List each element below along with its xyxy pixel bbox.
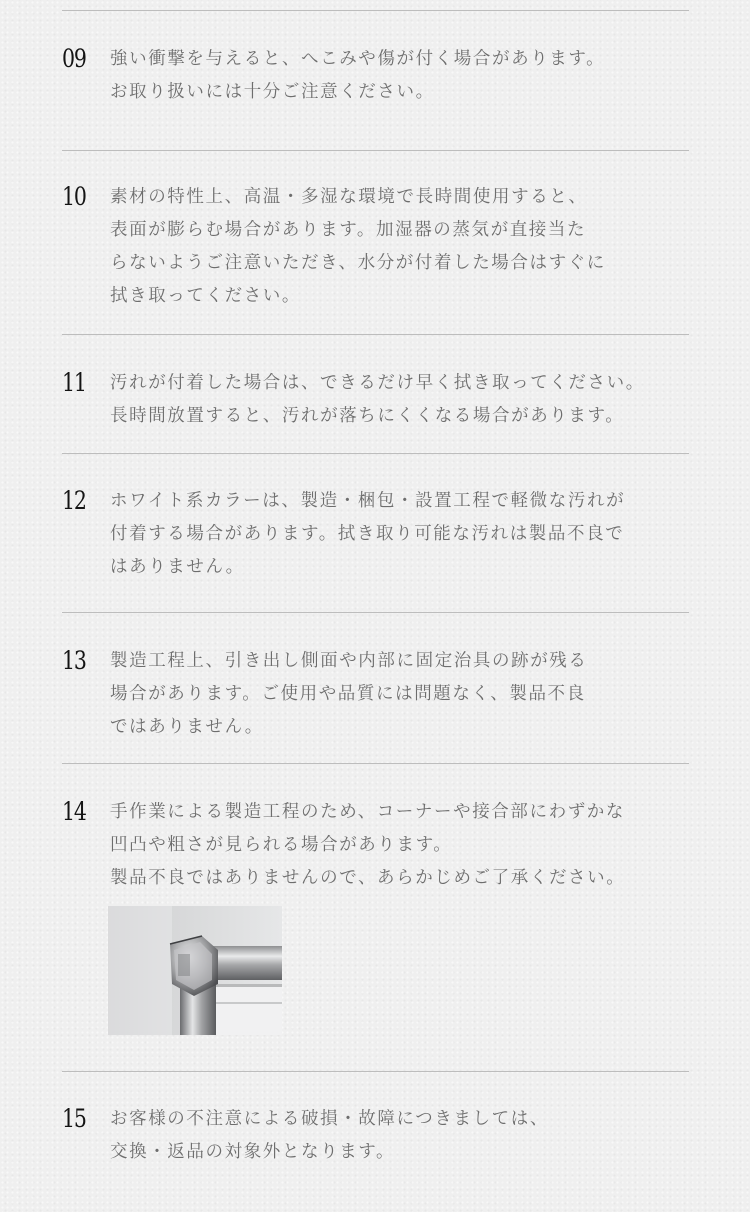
divider — [62, 334, 689, 335]
notice-number: 11 — [62, 368, 86, 397]
notice-text: 素材の特性上、高温・多湿な環境で長時間使用すると、 表面が膨らむ場合があります。加湿器の蒸気が直接当た らないようご注意いただき、水分が付着した場合はすぐに 拭き取ってください。 — [110, 187, 606, 306]
notice-text: ホワイト系カラーは、製造・梱包・設置工程で軽微な汚れが 付着する場合があります。拭き取り可能な汚れは製品不良で はありません。 — [110, 491, 626, 577]
notice-number: 15 — [62, 1104, 86, 1133]
notice-text: 汚れが付着した場合は、できるだけ早く拭き取ってください。 長時間放置すると、汚れが落ちにくくなる場合があります。 — [110, 373, 645, 426]
notice-text: 製造工程上、引き出し側面や内部に固定治具の跡が残る 場合があります。ご使用や品質には問題なく、製品不良 ではありません。 — [110, 651, 588, 737]
divider — [62, 1071, 689, 1072]
notice-text: お客様の不注意による破損・故障につきましては、 交換・返品の対象外となります。 — [110, 1109, 549, 1162]
notice-number: 09 — [62, 44, 86, 73]
divider — [62, 612, 689, 613]
metal-corner-joint-photo — [108, 906, 282, 1035]
notice-number: 13 — [62, 646, 86, 675]
divider — [62, 763, 689, 764]
notice-number: 14 — [62, 797, 86, 826]
notice-number: 10 — [62, 182, 86, 211]
divider — [62, 10, 689, 11]
notice-text: 手作業による製造工程のため、コーナーや接合部にわずかな 凹凸や粗さが見られる場合があります。 製品不良ではありませんので、あらかじめご了承ください。 — [110, 802, 626, 888]
divider — [62, 453, 689, 454]
notice-number: 12 — [62, 486, 86, 515]
divider — [62, 150, 689, 151]
notice-text: 強い衝撃を与えると、へこみや傷が付く場合があります。 お取り扱いには十分ご注意ください。 — [110, 49, 606, 102]
